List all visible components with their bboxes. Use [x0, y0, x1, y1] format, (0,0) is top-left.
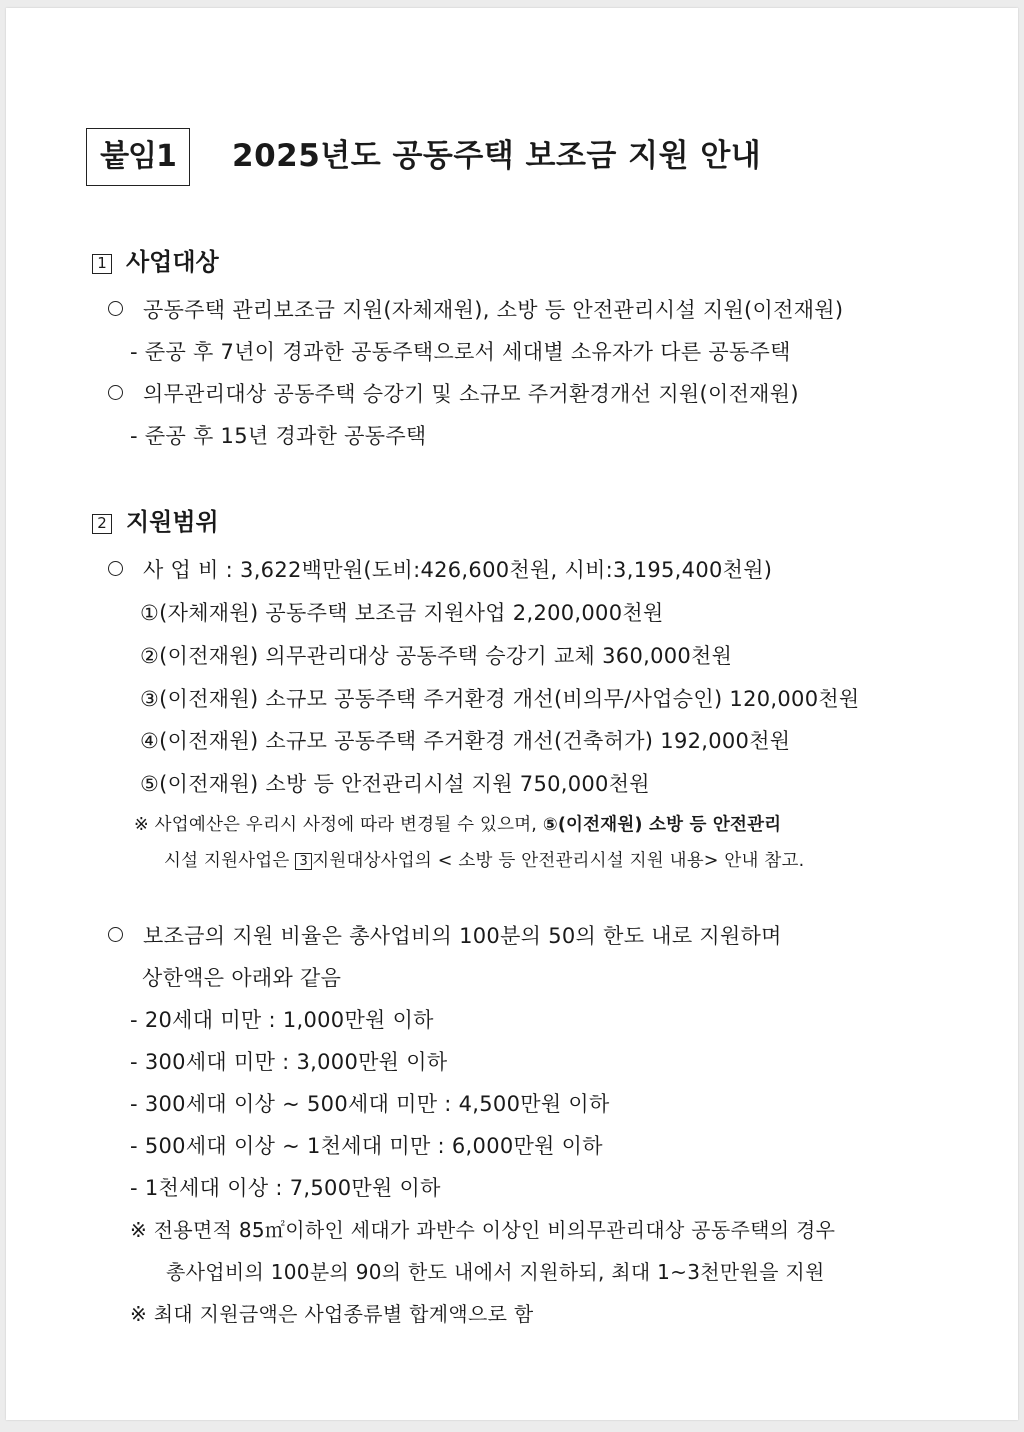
section-2-heading: [92, 506, 219, 538]
circle-bullet-icon: [108, 927, 123, 942]
ratio-line-2: 상한액은 아래와 같음: [142, 966, 342, 990]
section-1-title: 사업대상: [126, 248, 219, 276]
limit-item-3: - 300세대 이상 ~ 500세대 미만 : 4,500만원 이하: [130, 1092, 610, 1116]
budget-note-line-2: 시설 지원사업은 3 지원대상사업의 < 소방 등 안전관리시설 지원 내용> 안내 참고.: [164, 851, 805, 871]
limit-item-1: - 20세대 미만 : 1,000만원 이하: [130, 1008, 434, 1032]
section-ref-box: 3: [295, 853, 312, 870]
document-page: [6, 8, 1018, 1420]
limit-item-4: - 500세대 이상 ~ 1천세대 미만 : 6,000만원 이하: [130, 1134, 603, 1158]
limit-item-5: - 1천세대 이상 : 7,500만원 이하: [130, 1176, 441, 1200]
program-item-4: ④(이전재원) 소규모 공동주택 주거환경 개선(건축허가) 192,000천원: [140, 729, 791, 753]
circle-bullet-icon: [108, 301, 123, 316]
area-note-line-2: 총사업비의 100분의 90의 한도 내에서 지원하되, 최대 1~3천만원을 지원: [166, 1260, 825, 1284]
budget-line: 사 업 비 : 3,622백만원(도비:426,600천원, 시비:3,195,400천원): [108, 554, 772, 586]
section-1-item-2: 의무관리대상 공동주택 승강기 및 소규모 주거환경개선 지원(이전재원): [108, 378, 799, 410]
section-1-item-2-sub: - 준공 후 15년 경과한 공동주택: [130, 424, 427, 448]
section-2-number: 2: [92, 514, 112, 534]
section-1-item-1-sub: - 준공 후 7년이 경과한 공동주택으로서 세대별 소유자가 다른 공동주택: [130, 340, 791, 364]
circle-bullet-icon: [108, 385, 123, 400]
program-item-3: ③(이전재원) 소규모 공동주택 주거환경 개선(비의무/사업승인) 120,000천원: [140, 687, 860, 711]
budget-note-line-1: ※ 사업예산은 우리시 사정에 따라 변경될 수 있으며, ⑤(이전재원) 소방 등 안전관리: [134, 815, 782, 835]
section-1-item-1: 공동주택 관리보조금 지원(자체재원), 소방 등 안전관리시설 지원(이전재원): [108, 294, 843, 326]
attachment-tag: 붙임1: [86, 128, 190, 186]
program-item-5: ⑤(이전재원) 소방 등 안전관리시설 지원 750,000천원: [140, 772, 650, 796]
limit-item-2: - 300세대 미만 : 3,000만원 이하: [130, 1050, 448, 1074]
page-title: 2025년도 공동주택 보조금 지원 안내: [232, 138, 762, 174]
circle-bullet-icon: [108, 561, 123, 576]
program-item-2: ②(이전재원) 의무관리대상 공동주택 승강기 교체 360,000천원: [140, 644, 733, 668]
program-item-1: ①(자체재원) 공동주택 보조금 지원사업 2,200,000천원: [140, 601, 664, 625]
section-1-heading: [92, 246, 219, 278]
total-note: ※ 최대 지원금액은 사업종류별 합계액으로 함: [130, 1302, 534, 1326]
area-note-line-1: ※ 전용면적 85㎡이하인 세대가 과반수 이상인 비의무관리대상 공동주택의 경우: [130, 1218, 836, 1242]
section-2-title: 지원범위: [126, 508, 219, 536]
ratio-line-1: 보조금의 지원 비율은 총사업비의 100분의 50의 한도 내로 지원하며: [108, 920, 782, 952]
section-1-number: 1: [92, 254, 112, 274]
